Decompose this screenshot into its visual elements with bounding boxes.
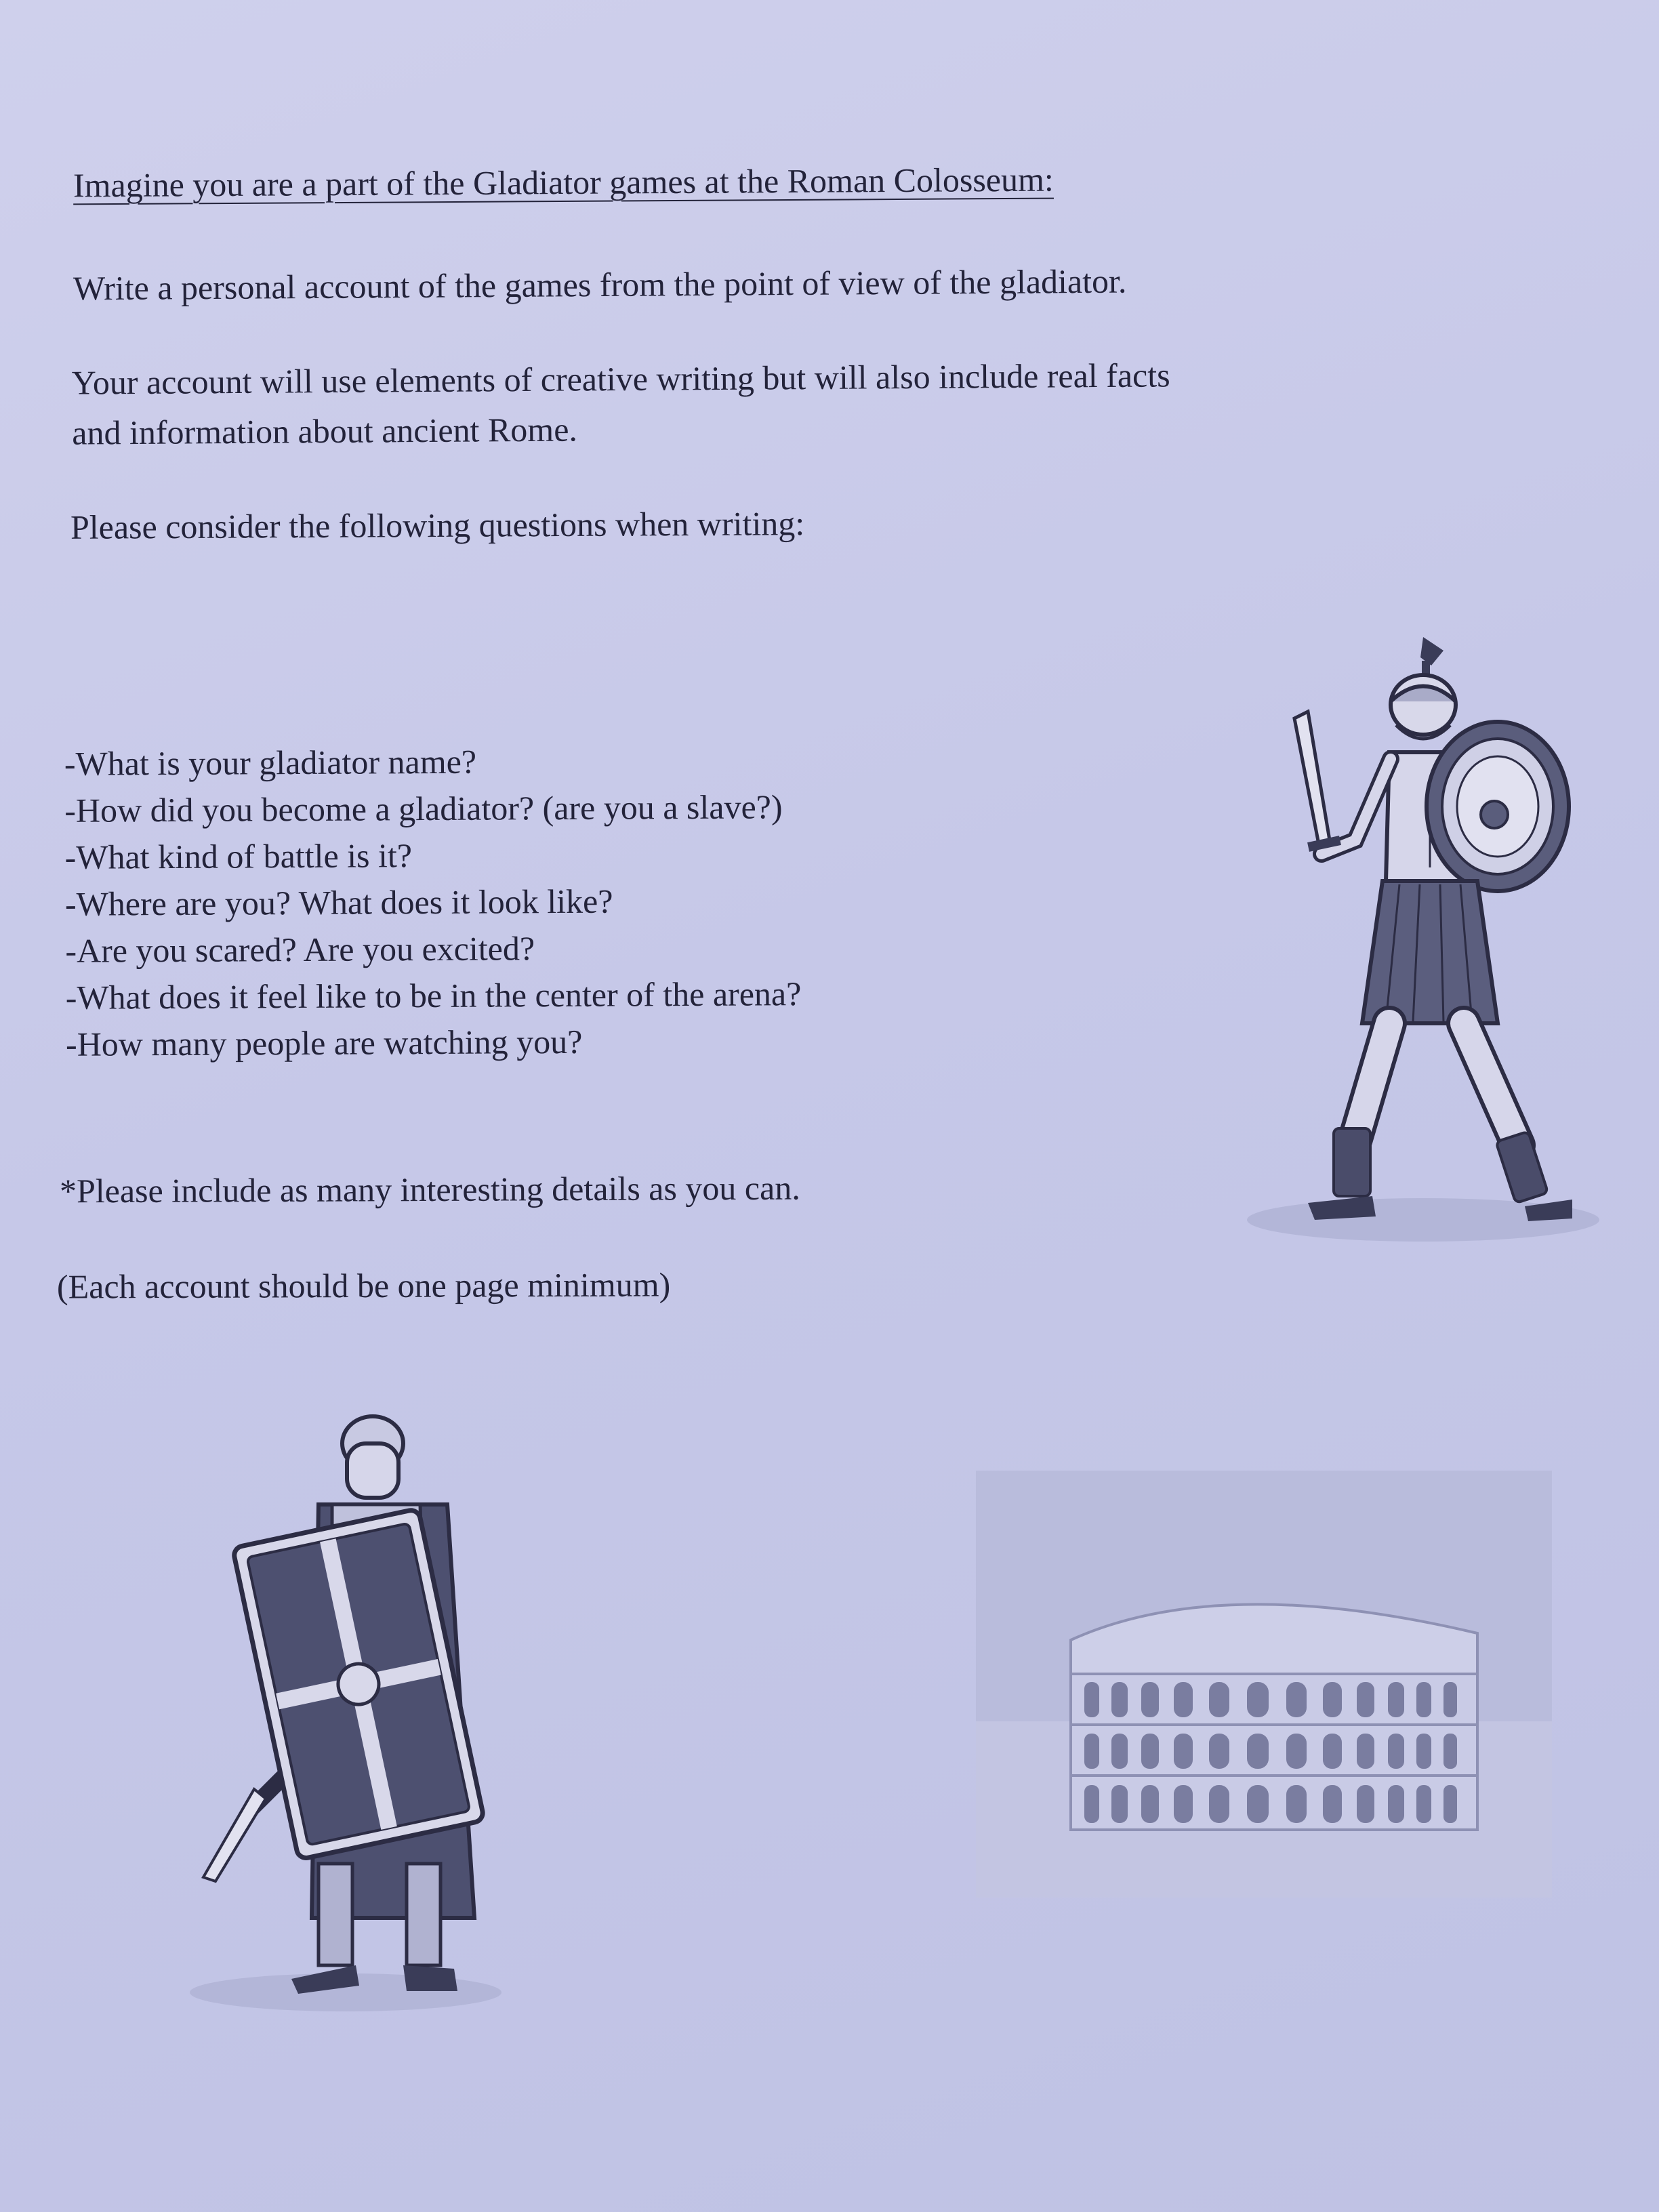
assignment-heading: Imagine you are a part of the Gladiator games at the Roman Colosseum: [73, 160, 1054, 205]
details-note: *Please include as many interesting details as you can. [59, 1168, 800, 1210]
requirements-paragraph [72, 350, 1171, 457]
questions-list [64, 737, 802, 1068]
soldier-rectangular-shield-illustration [190, 1403, 542, 2013]
question-item: -Where are you? What does it look like? [64, 882, 613, 923]
question-item: -What kind of battle is it? [64, 836, 413, 876]
length-note: (Each account should be one page minimum) [56, 1265, 671, 1306]
questions-intro: Please consider the following questions when writing: [70, 504, 805, 546]
requirements-line-1: Your account will use elements of creative writing but will also include real facts [71, 356, 1170, 402]
requirements-line-2: and information about ancient Rome. [72, 410, 578, 452]
colosseum-illustration [976, 1471, 1552, 1898]
question-item: -Are you scared? Are you excited? [65, 929, 535, 970]
question-item: -What is your gladiator name? [64, 742, 477, 783]
question-item: -What does it feel like to be in the center of the arena? [65, 975, 802, 1017]
question-item: -How many people are watching you? [65, 1022, 583, 1063]
question-item: -How did you become a gladiator? (are you a slave?) [64, 787, 783, 830]
instruction-paragraph: Write a personal account of the games from the point of view of the gladiator. [73, 262, 1127, 308]
gladiator-round-shield-illustration [1220, 623, 1599, 1254]
